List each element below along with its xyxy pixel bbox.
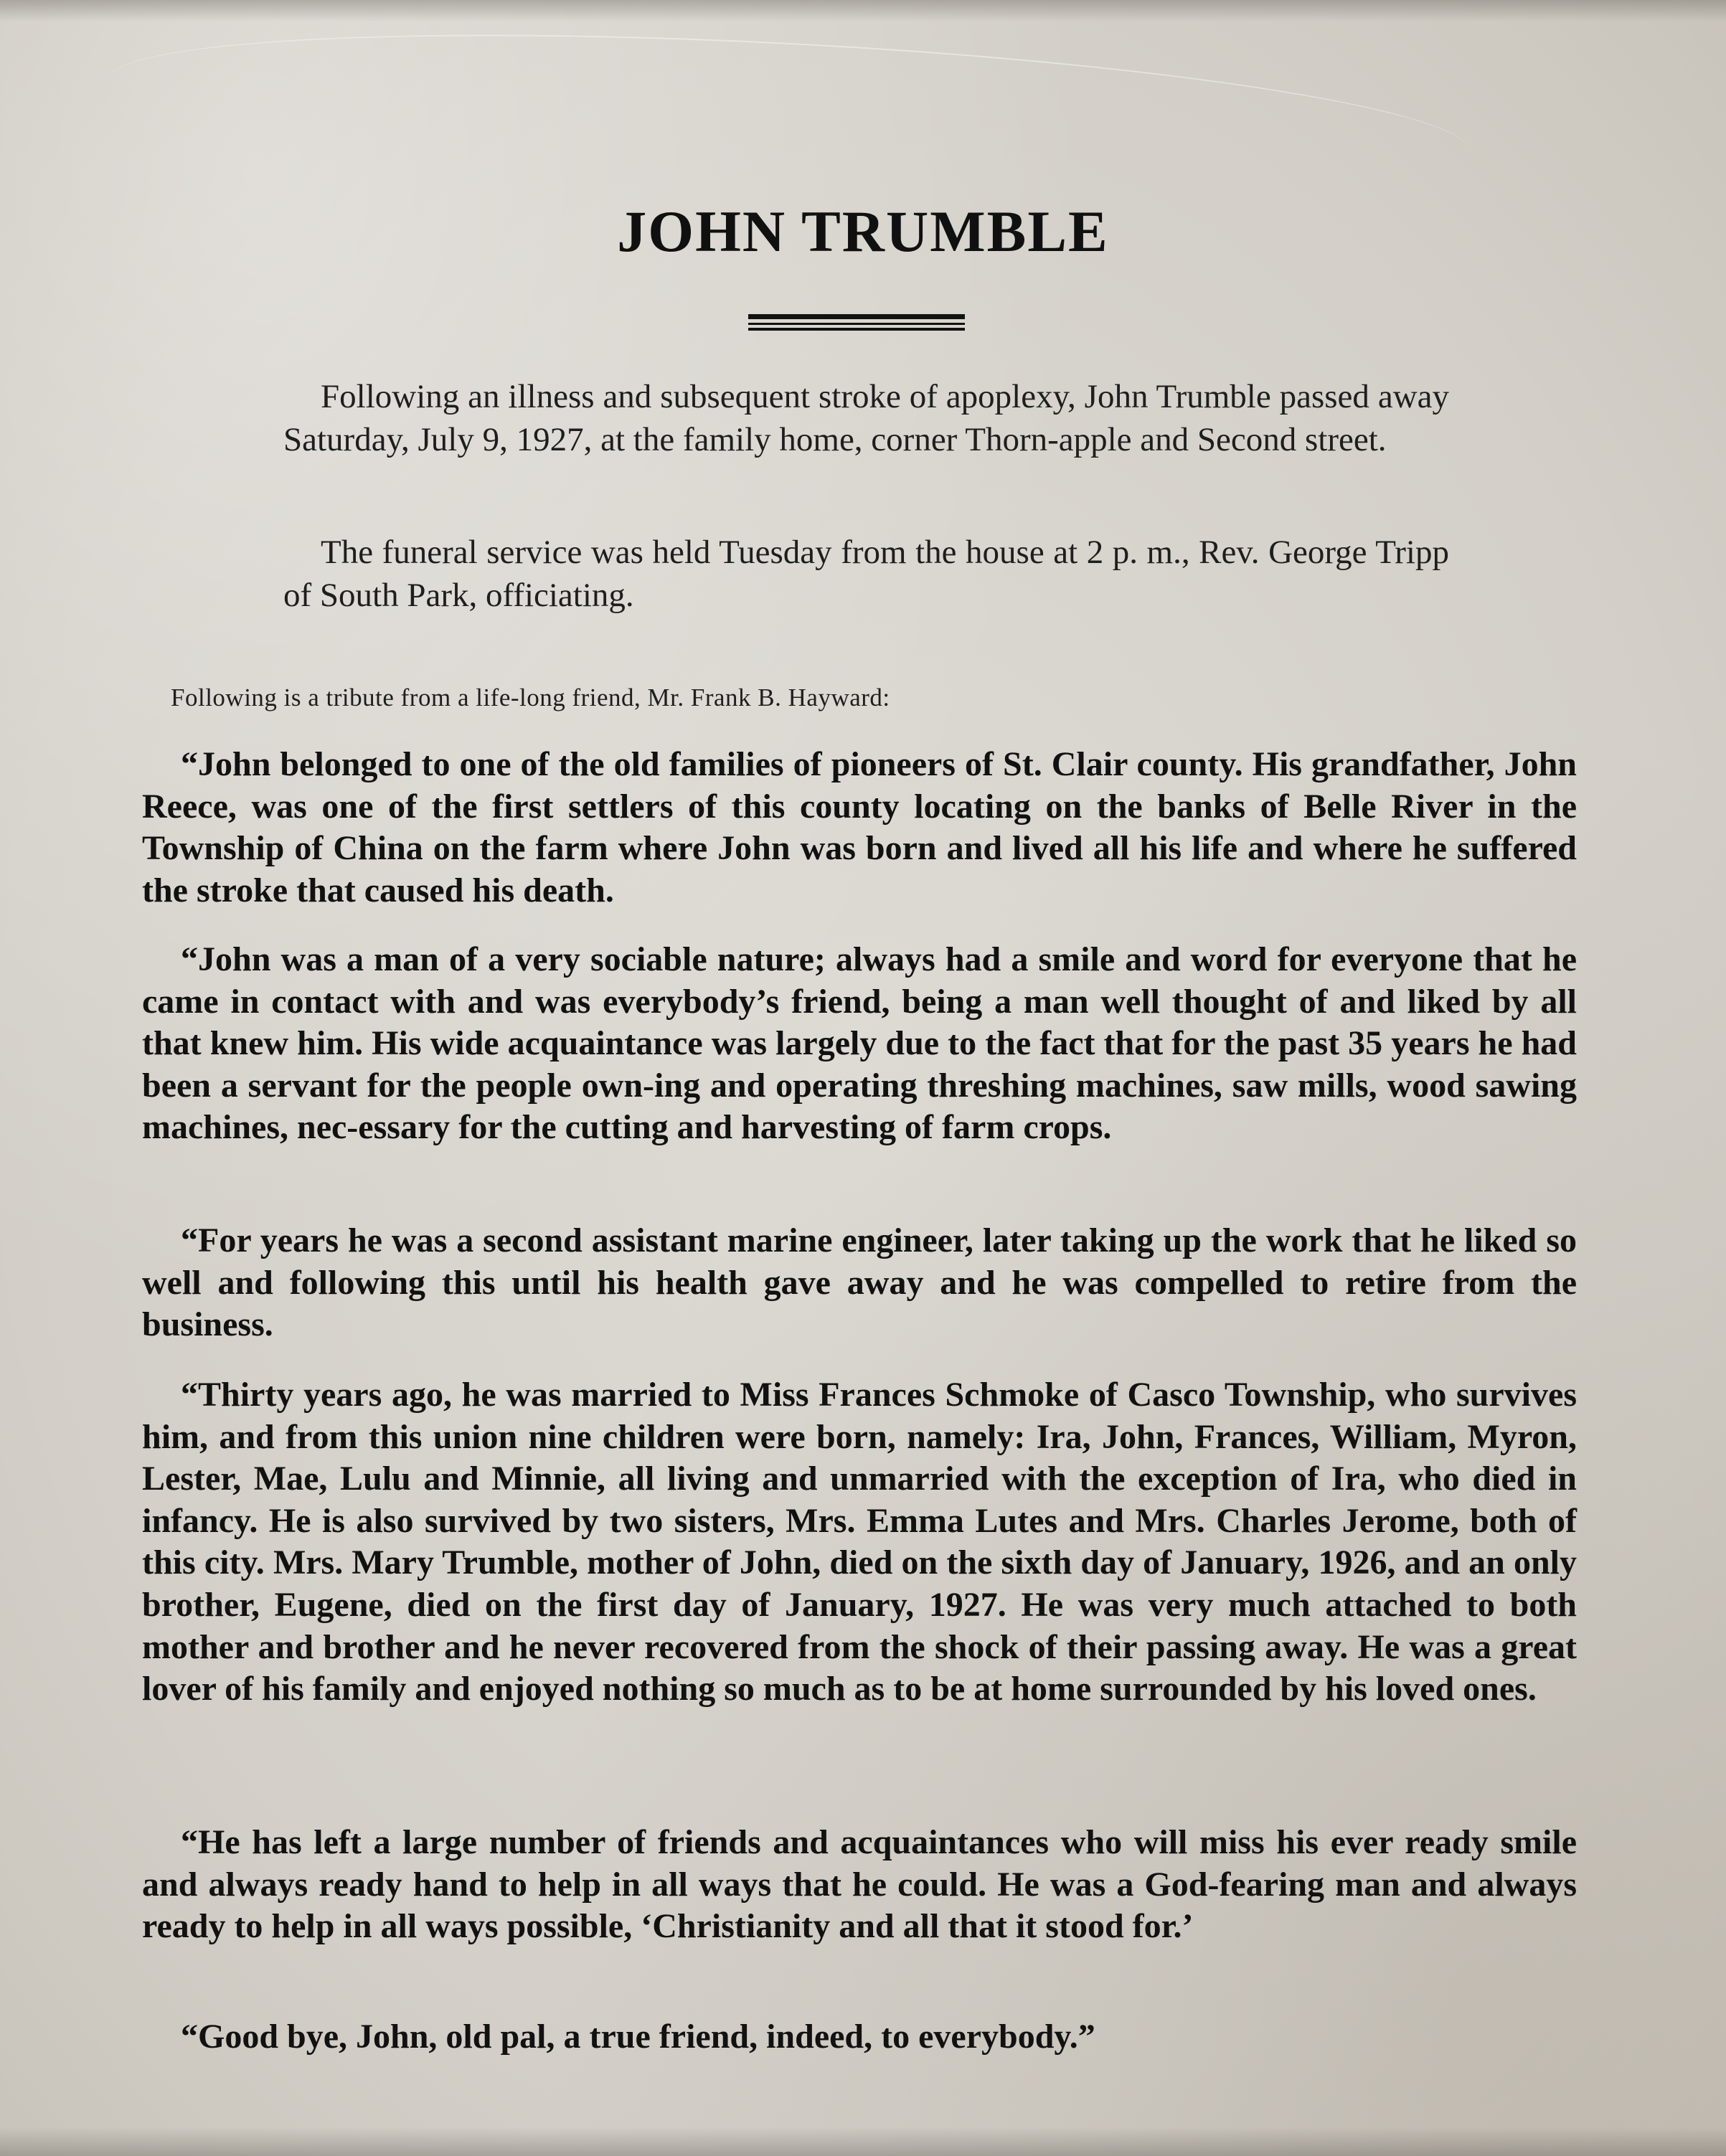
tribute-lead-line: Following is a tribute from a life-long friend, Mr. Frank B. Hayward: (171, 684, 890, 711)
tribute-paragraph-career: “For years he was a second assistant marine engineer, later taking up the work that he liked so well and following this until his health gave away and he was compelled to retire from the business. (142, 1221, 1577, 1344)
tribute-paragraph-marriage-family: “Thirty years ago, he was married to Miss Frances Schmoke of Casco Township, who survives him, and from this union nine children were born, namely: Ira, John, Frances, William, Myron, Lester, Mae, Lulu and Minnie, all living and unmarried with the exception of Ira, who died in infancy. He is also survived by two sisters, Mrs. Emma Lutes and Mrs. Charles Jerome, both of this city. Mrs. Mary Trumble, mother of John, died on the sixth day of January, 1926, and an only brother, Eugene, died on the first day of January, 1927. He was very much attached to both mother and brother and he never recovered from the shock of their passing away. He was a great lover of his family and enjoyed nothing so much as to be at home surrounded by his loved ones. (142, 1376, 1577, 1708)
rule-line-thick (748, 314, 965, 319)
page-title: JOHN TRUMBLE (617, 199, 1109, 264)
tribute-paragraph-farewell: “Good bye, John, old pal, a true friend, indeed, to everybody.” (181, 2018, 1095, 2056)
rule-line-medium (748, 328, 965, 331)
title-underline-rule (748, 314, 965, 330)
tribute-paragraph-character: “John was a man of a very sociable nature; always had a smile and word for everyone that he came in contact with and was everybody’s friend, being a man well thought of and liked by all that knew him. His wide acquaintance was largely due to the fact that for the past 35 years he had been a servant for the people own-ing and operating threshing machines, saw mills, wood sawing machines, nec-essary for the cutting and harvesting of farm crops. (142, 940, 1577, 1147)
paper-fold-crease (105, 7, 1473, 223)
page-top-shadow (0, 0, 1726, 22)
rule-line-thin (748, 323, 965, 325)
intro-paragraph-funeral-service: The funeral service was held Tuesday from the house at 2 p. m., Rev. George Tripp of South Park, officiating. (283, 534, 1449, 614)
tribute-paragraph-family: “John belonged to one of the old families of pioneers of St. Clair county. His grandfather, John Reece, was one of the first settlers of this county locating on the banks of Belle River in the Township of China on the farm where John was born and lived all his life and where he suffered the stroke that caused his death. (142, 745, 1577, 909)
page-bottom-shadow (0, 2127, 1726, 2156)
tribute-paragraph-friends: “He has left a large number of friends and acquaintances who will miss his ever ready smile and always ready hand to help in all ways that he could. He was a God-fearing man and always ready to help in all ways possible, ‘Christianity and all that it stood for.’ (142, 1823, 1577, 1946)
intro-paragraph-death-notice: Following an illness and subsequent stroke of apoplexy, John Trumble passed away Saturday, July 9, 1927, at the family home, corner Thorn-apple and Second street. (283, 378, 1449, 458)
